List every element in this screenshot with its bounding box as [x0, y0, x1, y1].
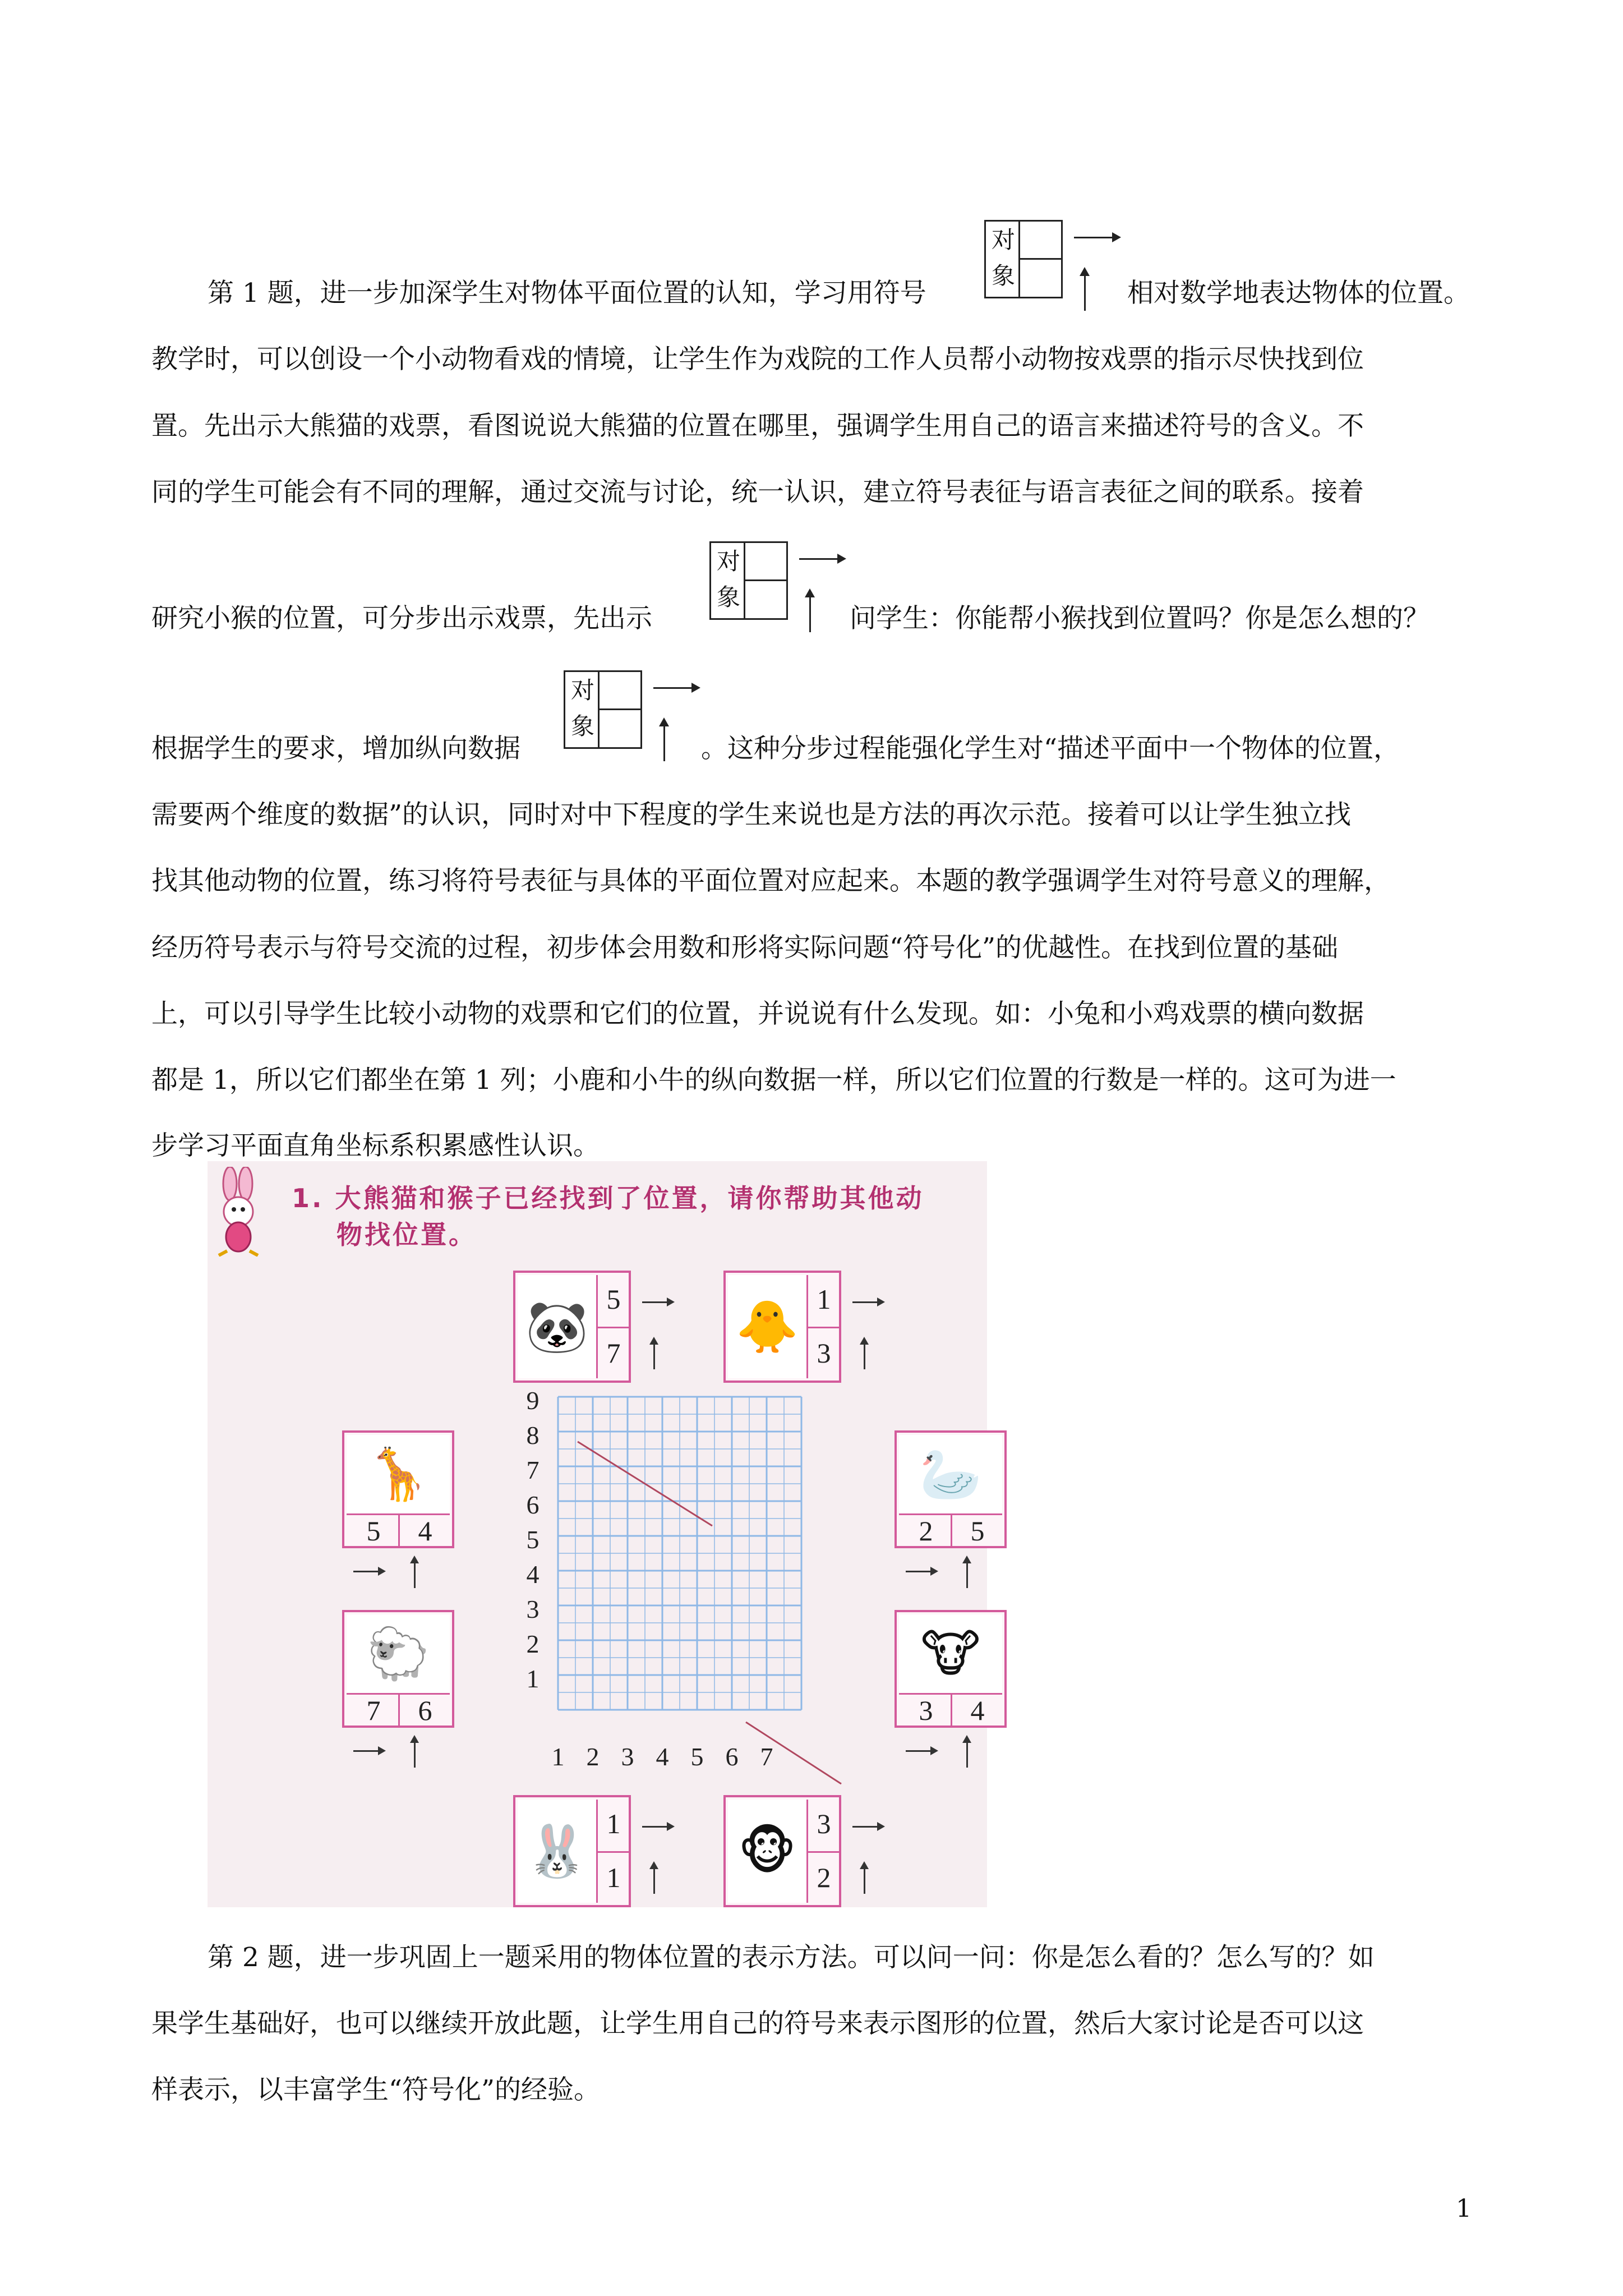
cow-icon: 🐮 [920, 1624, 981, 1683]
para1-line10: 上，可以引导学生比较小动物的戏票和它们的位置，并说说有什么发现。如：小兔和小鸡戏票的横向数据 [151, 999, 1364, 1029]
right-arrow-icon [642, 1301, 668, 1303]
para1-line11: 都是 1，所以它们都坐在第 1 列；小鹿和小牛的纵向数据一样，所以它们位置的行数是一样的。这可为进一 [151, 1065, 1396, 1096]
up-arrow-icon [966, 1742, 968, 1768]
right-arrow-icon [906, 1571, 932, 1572]
para1-line1-after: 相对数学地表达物体的位置。 [1127, 278, 1470, 309]
ticket-vertical-number: 7 [606, 1337, 621, 1369]
para1-line7: 需要两个维度的数据”的认识，同时对中下程度的学生来说也是方法的再次示范。接着可以让学生独立找 [151, 799, 1352, 830]
up-arrow-icon [966, 1562, 968, 1588]
panda-icon: 🐼 [525, 1297, 589, 1356]
up-arrow-icon [809, 596, 811, 632]
para2-line2: 果学生基础好，也可以继续开放此题，让学生用自己的符号来表示图形的位置，然后大家讨论是否可以这 [151, 2008, 1364, 2039]
ticket-vertical-number: 5 [970, 1515, 985, 1547]
para1-line5-after: 问学生：你能帮小猴找到位置吗？你是怎么想的？ [850, 603, 1430, 634]
monkey-icon: 🐵 [737, 1821, 797, 1881]
y-axis-label: 7 [526, 1456, 540, 1484]
x-axis-label: 2 [586, 1742, 600, 1771]
x-axis-label: 6 [725, 1742, 739, 1771]
ticket-horizontal-number: 3 [919, 1695, 933, 1726]
right-arrow-icon [653, 687, 693, 689]
right-arrow-icon [353, 1571, 379, 1572]
ticket-cow [895, 1610, 1007, 1728]
up-arrow-icon [864, 1343, 865, 1369]
x-axis-label: 4 [656, 1742, 669, 1771]
y-axis-label: 1 [526, 1664, 540, 1693]
ticket-vertical-number: 4 [970, 1695, 985, 1726]
para1-line3: 置。先出示大熊猫的戏票，看图说说大熊猫的位置在哪里，强调学生用自己的语言来描述符号的含义。不 [151, 411, 1364, 441]
ticket-horizontal-number: 7 [366, 1695, 381, 1726]
para1-line1: 第 1 题，进一步加深学生对物体平面位置的认知，学习用符号 [208, 278, 926, 309]
sheep-icon: 🐑 [366, 1624, 430, 1683]
up-arrow-icon [414, 1562, 416, 1588]
ticket-horizontal-number: 5 [606, 1283, 621, 1315]
ticket-vertical-number: 1 [606, 1862, 621, 1893]
rabbit-icon: 🐰 [525, 1821, 589, 1881]
chick-icon: 🐥 [735, 1297, 799, 1356]
y-axis-label: 3 [526, 1595, 540, 1623]
up-arrow-icon [1084, 275, 1086, 311]
ticket-horizontal-number: 1 [817, 1283, 831, 1315]
up-arrow-icon [414, 1742, 416, 1768]
para1-line6: 根据学生的要求，增加纵向数据 [151, 733, 520, 764]
ticket-chick [723, 1271, 841, 1383]
para1-line8: 找其他动物的位置，练习将符号表征与具体的平面位置对应起来。本题的教学强调学生对符号意义的理解， [151, 866, 1390, 896]
ticket-vertical-number: 2 [817, 1862, 831, 1893]
page-number: 1 [1456, 2194, 1472, 2223]
para1-line9: 经历符号表示与符号交流的过程，初步体会用数和形将实际问题“符号化”的优越性。在找到位置的基础 [151, 932, 1339, 963]
swan-icon: 🦢 [919, 1444, 983, 1504]
ticket-horizontal-number: 3 [817, 1808, 831, 1839]
up-arrow-icon [653, 1343, 655, 1369]
y-axis-label: 8 [526, 1421, 540, 1450]
right-arrow-icon [353, 1750, 379, 1752]
para1-line5: 研究小猴的位置，可分步出示戏票，先出示 [151, 603, 652, 634]
y-axis-label: 2 [526, 1630, 540, 1658]
giraffe-icon: 🦒 [366, 1444, 430, 1504]
up-arrow-icon [864, 1868, 865, 1894]
x-axis-label: 5 [690, 1742, 704, 1771]
ticket-horizontal-number: 2 [919, 1515, 933, 1547]
ticket-panda [513, 1271, 631, 1383]
figure-title-line2: 物找位置。 [336, 1220, 477, 1250]
para1-line4: 同的学生可能会有不同的理解，通过交流与讨论，统一认识，建立符号表征与语言表征之间的联系。接着 [151, 477, 1364, 508]
textbook-figure [208, 1161, 987, 1907]
ticket-swan [895, 1430, 1007, 1548]
ticket-giraffe [342, 1430, 454, 1548]
y-axis-label: 9 [526, 1386, 540, 1415]
ticket-horizontal-number: 5 [366, 1515, 381, 1547]
x-axis-label: 7 [760, 1742, 773, 1771]
right-arrow-icon [852, 1301, 878, 1303]
up-arrow-icon [653, 1868, 655, 1894]
x-axis-label: 1 [551, 1742, 565, 1771]
y-axis-label: 6 [526, 1490, 540, 1519]
para1-line2: 教学时，可以创设一个小动物看戏的情境，让学生作为戏院的工作人员帮小动物按戏票的指示尽快找到位 [151, 344, 1364, 375]
para1-line6-after: 。这种分步过程能强化学生对“描述平面中一个物体的位置， [701, 733, 1400, 764]
para2-line1: 第 2 题，进一步巩固上一题采用的物体位置的表示方法。可以问一问：你是怎么看的？怎么写的？如 [208, 1942, 1375, 1973]
ticket-sheep [342, 1610, 454, 1728]
right-arrow-icon [642, 1826, 668, 1828]
x-axis-label: 3 [621, 1742, 634, 1771]
right-arrow-icon [906, 1750, 932, 1752]
ticket-vertical-number: 6 [418, 1695, 432, 1726]
para1-line12: 步学习平面直角坐标系积累感性认识。 [151, 1130, 600, 1161]
y-axis-label: 5 [526, 1525, 540, 1554]
para2-line3: 样表示，以丰富学生“符号化”的经验。 [151, 2074, 601, 2105]
up-arrow-icon [663, 725, 665, 761]
ticket-horizontal-number: 1 [606, 1808, 621, 1839]
right-arrow-icon [799, 558, 838, 560]
ticket-vertical-number: 3 [817, 1337, 831, 1369]
right-arrow-icon [852, 1826, 878, 1828]
right-arrow-icon [1074, 237, 1113, 238]
ticket-rabbit [513, 1795, 631, 1907]
figure-title-line1: 1. 大熊猫和猴子已经找到了位置，请你帮助其他动 [292, 1183, 924, 1213]
ticket-vertical-number: 4 [418, 1515, 432, 1547]
y-axis-label: 4 [526, 1560, 540, 1589]
ticket-monkey [723, 1795, 841, 1907]
